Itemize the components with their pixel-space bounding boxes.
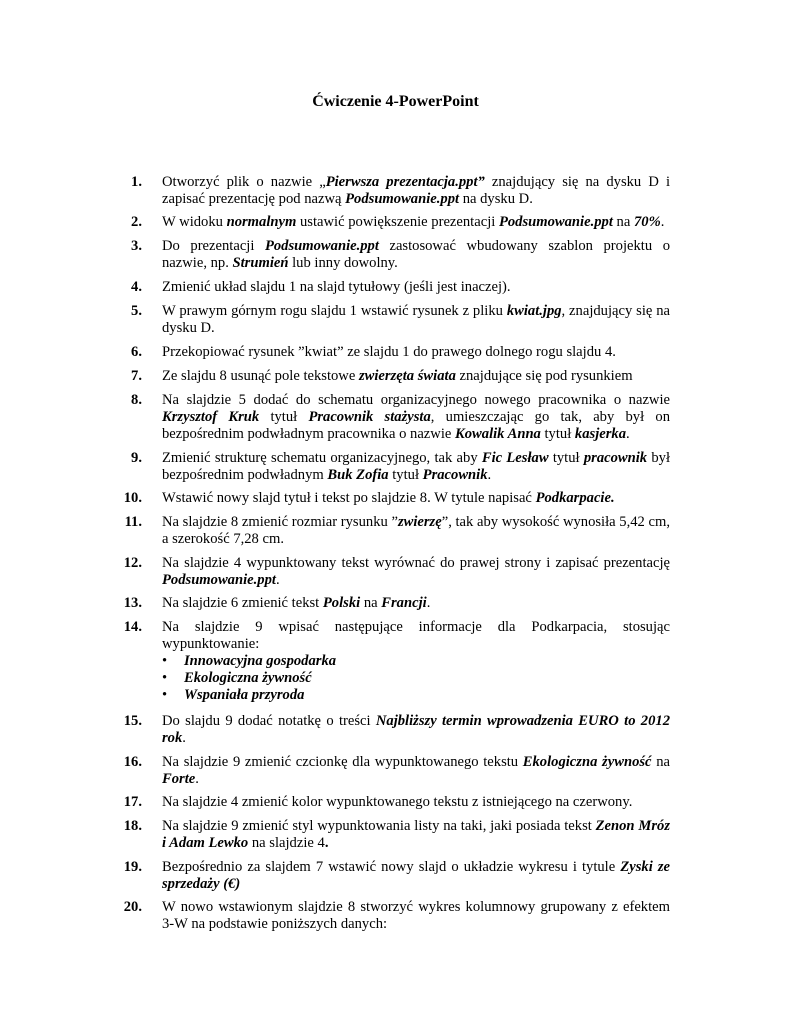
bullet-list-item: • Innowacyjna gospodarka [162,653,337,669]
item-number: 18. [123,818,142,834]
item-number: 12. [123,555,142,571]
item-text: Na slajdzie 4 wypunktowany tekst wyrównać do prawej strony i zapisać prezentację Podsumowanie.ppt. [162,555,670,588]
item-text: Zmienić układ slajdu 1 na slajd tytułowy (jeśli jest inaczej). [162,279,511,295]
item-number: 5. [131,303,142,319]
item-text: Do prezentacji Podsumowanie.ppt zastosować wbudowany szablon projektu o nazwie, np. Strumień lub inny dowolny. [162,238,671,271]
item-text: Na slajdzie 9 zmienić styl wypunktowania listy na taki, jaki posiada tekst Zenon Mróz i Adam Lewko na slajdzie 4. [162,818,670,851]
item-number: 6. [131,344,142,360]
bullet-list-item: • Ekologiczna żywność [162,670,312,686]
item-number: 2. [131,214,142,230]
item-number: 8. [131,392,142,408]
bullet-icon: • [162,670,168,686]
item-number: 1. [131,174,142,190]
item-number: 19. [123,859,142,875]
item-number: 9. [131,450,142,466]
item-number: 13. [123,595,142,611]
item-number: 11. [124,514,142,530]
bullet-icon: • [162,653,168,669]
item-number: 17. [123,794,142,810]
item-number: 7. [131,368,142,384]
item-text: Do slajdu 9 dodać notatkę o treści Najbliższy termin wprowadzenia EURO to 2012 rok. [162,713,670,746]
item-number: 3. [131,238,142,254]
item-text: Ze slajdu 8 usunąć pole tekstowe zwierzęta świata znajdujące się pod rysunkiem [162,368,633,384]
page-title: Ćwiczenie 4-PowerPoint [312,93,479,110]
item-text: Zmienić strukturę schematu organizacyjnego, tak aby Fic Lesław tytuł pracownik był bezpośrednim podwładnym Buk Zofia tytuł Pracownik. [162,450,670,483]
item-text: Na slajdzie 9 wpisać następujące informacje dla Podkarpacia, stosując wypunktowanie: • Innowacyjna gospodarka • Ekologiczna żywność • Wspaniała przyroda [162,619,670,703]
item-text: W widoku normalnym ustawić powiększenie prezentacji Podsumowanie.ppt na 70%. [162,214,665,230]
item-text: Na slajdzie 5 dodać do schematu organizacyjnego nowego pracownika o nazwie Krzysztof Kruk tytuł Pracownik stażysta, umieszczając go tak, aby był on bezpośrednim podwładnym pracownika o nazwie Kowalik Anna tytuł kasjerka. [162,392,670,442]
item-text: Otworzyć plik o nazwie „Pierwsza prezentacja.ppt” znajdujący się na dysku D i zapisać prezentację pod nazwą Podsumowanie.ppt na dysku D. [162,174,670,207]
item-text: W nowo wstawionym slajdzie 8 stworzyć wykres kolumnowy grupowany z efektem 3-W na podstawie poniższych danych: [162,899,670,932]
item-number: 20. [123,899,142,915]
item-text: Na slajdzie 6 zmienić tekst Polski na Francji. [162,595,431,611]
bullet-icon: • [162,687,168,703]
item-number: 10. [123,490,142,506]
item-text: Przekopiować rysunek ”kwiat” ze slajdu 1 do prawego dolnego rogu slajdu 4. [162,344,616,360]
bullet-list-item: • Wspaniała przyroda [162,687,305,703]
item-number: 15. [123,713,142,729]
item-text: Na slajdzie 8 zmienić rozmiar rysunku ”zwierzę”, tak aby wysokość wynosiła 5,42 cm, a szerokość 7,28 cm. [162,514,670,547]
item-text: Wstawić nowy slajd tytuł i tekst po slajdzie 8. W tytule napisać Podkarpacie. [162,490,615,506]
item-number: 16. [123,754,142,770]
item-number: 14. [123,619,142,635]
item-text: W prawym górnym rogu slajdu 1 wstawić rysunek z pliku kwiat.jpg, znajdujący się na dysku D. [162,303,670,336]
item-number: 4. [131,279,142,295]
item-text: Na slajdzie 9 zmienić czcionkę dla wypunktowanego tekstu Ekologiczna żywność na Forte. [162,754,670,787]
item-text: Na slajdzie 4 zmienić kolor wypunktowanego tekstu z istniejącego na czerwony. [162,794,633,810]
item-text: Bezpośrednio za slajdem 7 wstawić nowy slajd o układzie wykresu i tytule Zyski ze sprzedaży (€) [162,859,671,892]
